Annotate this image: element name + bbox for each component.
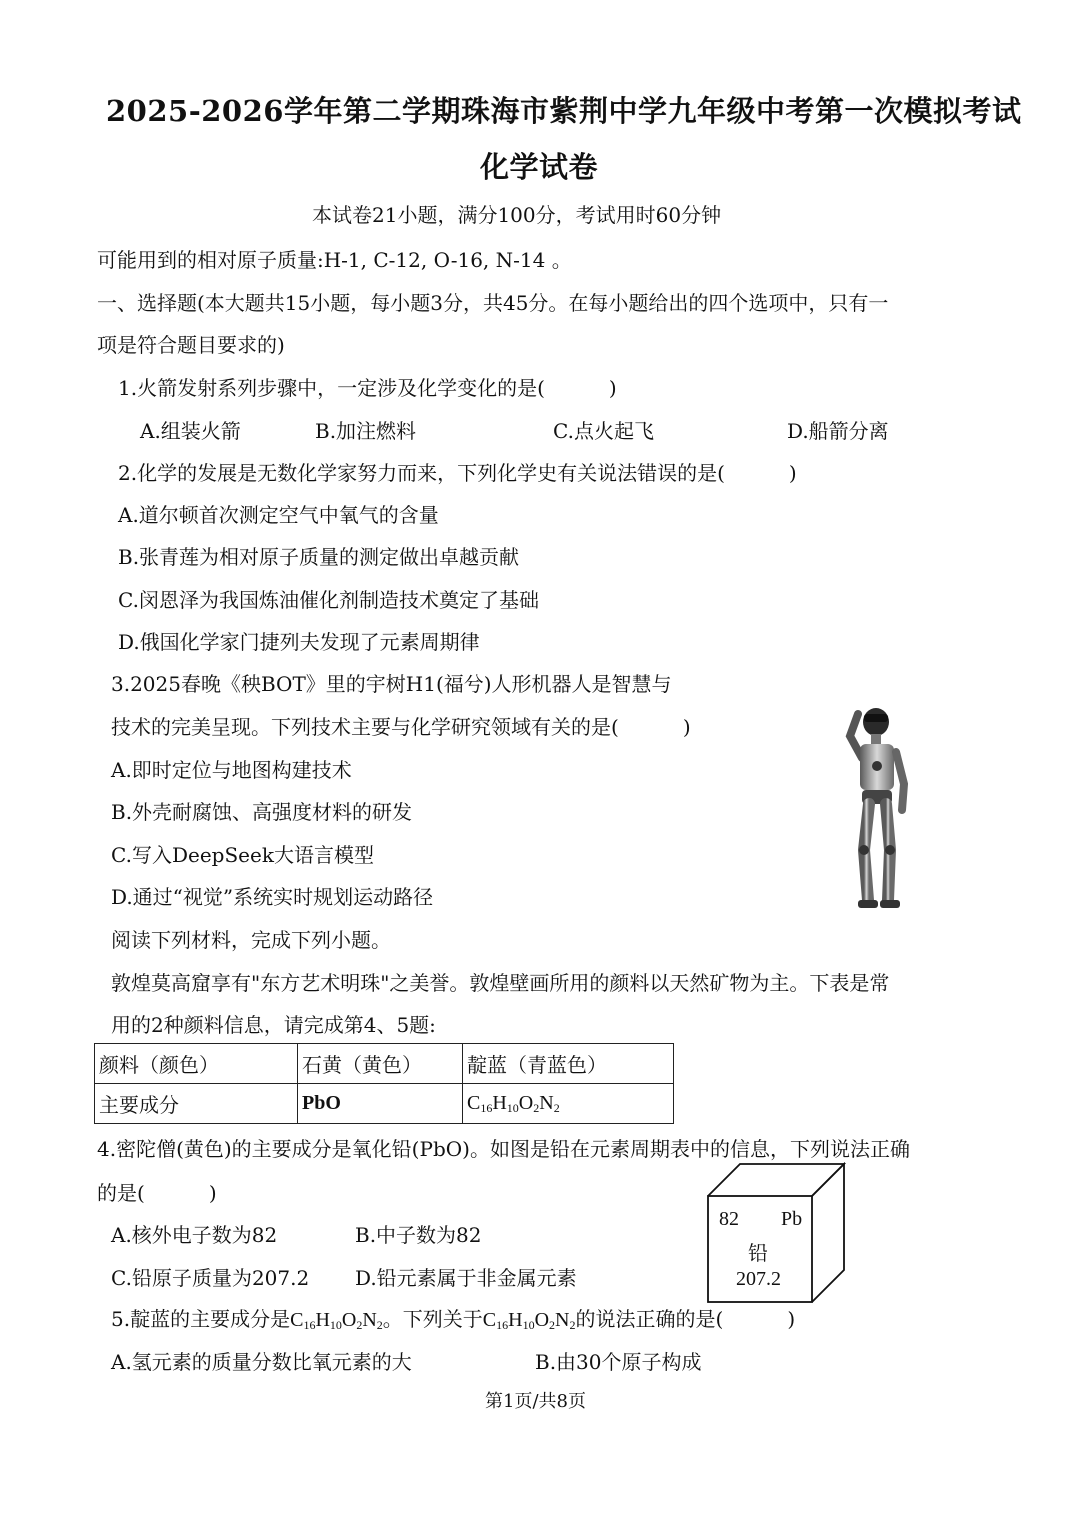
q1-option-c: C.点火起飞 (553, 419, 654, 443)
q1-stem (118, 378, 617, 398)
q2-option-d: D.俄国化学家门捷列夫发现了元素周期律 (118, 630, 480, 654)
q1-stem-text: 1.火箭发射系列步骤中，一定涉及化学变化的是( (118, 376, 545, 400)
pigment-table-row-label: 主要成分 (95, 1084, 298, 1124)
page-number: 第1页/共8页 (485, 1391, 586, 1412)
q3-stem-line1: 3.2025春晚《秧BOT》里的宇树H1(福兮)人形机器人是智慧与 (111, 672, 672, 696)
element-atomic-mass: 207.2 (736, 1268, 781, 1290)
q3-option-a: A.即时定位与地图构建技术 (111, 758, 352, 782)
element-symbol: Pb (781, 1208, 803, 1230)
q5-stem-text-b: 。下列关于 (382, 1307, 483, 1331)
q4-option-c: C.铅原子质量为207.2 (111, 1266, 310, 1290)
element-atomic-number: 82 (719, 1208, 739, 1230)
q5-option-a: A.氢元素的质量分数比氧元素的大 (111, 1350, 412, 1374)
q2-close-paren: ) (788, 461, 797, 485)
pigment-table (94, 1043, 674, 1124)
q3-stem-line2 (111, 717, 691, 737)
q1-option-d: D.船箭分离 (787, 419, 889, 443)
q2-option-c: C.闵恩泽为我国炼油催化剂制造技术奠定了基础 (118, 588, 539, 612)
q5-close-paren: ) (787, 1307, 796, 1331)
section-heading-line1: 一、选择题(本大题共15小题，每小题3分，共45分。在每小题给出的四个选项中，只有一 (97, 291, 889, 315)
q4-stem-line1: 4.密陀僧(黄色)的主要成分是氧化铅(PbO)。如图是铅在元素周期表中的信息，下列说法正确 (97, 1137, 910, 1161)
section-heading-line2: 项是符合题目要求的) (97, 333, 285, 357)
q3-close-paren: ) (682, 715, 691, 739)
exam-title: 2025-2026学年第二学期珠海市紫荆中学九年级中考第一次模拟考试 (106, 94, 1022, 128)
q1-close-paren: ) (608, 376, 617, 400)
q4-close-paren: ) (208, 1181, 217, 1205)
reading-para-line2: 用的2种颜料信息，请完成第4、5题: (111, 1013, 436, 1037)
q2-stem-text: 2.化学的发展是无数化学家努力而来，下列化学史有关说法错误的是( (118, 461, 725, 485)
reading-para-line1: 敦煌莫高窟享有"东方艺术明珠"之美誉。敦煌壁画所用的颜料以天然矿物为主。下表是常 (111, 971, 890, 995)
q5-formula: $C_{16}H_{10}O_2N_2$ (482, 1309, 576, 1332)
q3-stem-text: 技术的完美呈现。下列技术主要与化学研究领域有关的是( (111, 715, 619, 739)
q3-option-b: B.外壳耐腐蚀、高强度材料的研发 (111, 800, 413, 824)
q1-option-a: A.组装火箭 (140, 419, 241, 443)
humanoid-robot-image (820, 700, 930, 920)
q2-option-b: B.张青莲为相对原子质量的测定做出卓越贡献 (118, 545, 520, 569)
atomic-masses: 可能用到的相对原子质量:H-1, C-12, O-16, N-14 。 (97, 248, 572, 272)
q5-stem-text-c: 的说法正确的是( (575, 1307, 724, 1331)
pigment-table-header-cell: 颜料（颜色） (95, 1044, 298, 1084)
pigment-table-cell-pbo: PbO (298, 1084, 463, 1124)
q5-stem (111, 1309, 795, 1330)
reading-intro: 阅读下列材料，完成下列小题。 (111, 928, 391, 952)
q4-option-a: A.核外电子数为82 (111, 1223, 278, 1247)
q5-stem-text-a: 5.靛蓝的主要成分是 (111, 1307, 291, 1331)
exam-info: 本试卷21小题，满分100分，考试用时60分钟 (312, 203, 722, 227)
q3-option-d: D.通过“视觉”系统实时规划运动路径 (111, 885, 434, 909)
q2-option-a: A.道尔顿首次测定空气中氧气的含量 (118, 503, 439, 527)
pigment-table-header-cell: 靛蓝（青蓝色） (463, 1044, 674, 1084)
pigment-table-cell-formula: $C_{16}H_{10}O_2N_2$ (463, 1084, 674, 1124)
q5-option-b: B.由30个原子构成 (535, 1350, 702, 1374)
element-name: 铅 (748, 1243, 768, 1265)
pigment-table-header-cell: 石黄（黄色） (298, 1044, 463, 1084)
q1-option-b: B.加注燃料 (315, 419, 417, 443)
q4-stem-text: 的是( (97, 1181, 145, 1205)
q4-stem-line2 (97, 1183, 217, 1203)
q4-option-b: B.中子数为82 (355, 1223, 482, 1247)
pigment-table-header-row (95, 1044, 674, 1084)
q3-option-c: C.写入DeepSeek大语言模型 (111, 843, 374, 867)
q4-option-d: D.铅元素属于非金属元素 (355, 1266, 577, 1290)
pigment-table-row (95, 1084, 674, 1124)
q2-stem (118, 463, 797, 483)
exam-subtitle: 化学试卷 (480, 150, 599, 184)
q5-formula: $C_{16}H_{10}O_2N_2$ (290, 1309, 383, 1332)
